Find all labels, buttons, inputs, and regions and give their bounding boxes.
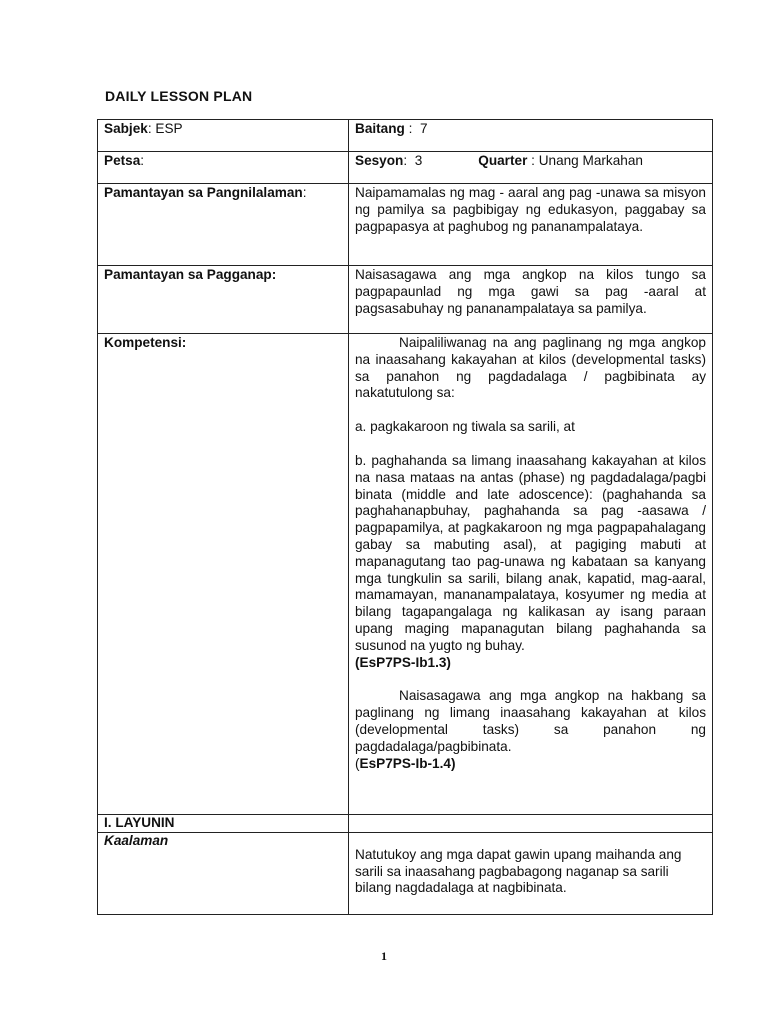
row-competency <box>98 334 713 815</box>
lesson-plan-table <box>97 119 713 915</box>
competency-code-2-line <box>355 756 706 773</box>
performance-standard-label: Pamantayan sa Pagganap: <box>104 267 277 282</box>
row-subject <box>98 120 713 152</box>
knowledge-label: Kaalaman <box>104 832 169 848</box>
subject-label: Sabjek <box>104 121 148 136</box>
document-title: DAILY LESSON PLAN <box>105 88 253 104</box>
competency-code-1: (EsP7PS-Ib1.3) <box>355 654 451 670</box>
competency-code-2: EsP7PS-Ib-1.4) <box>359 755 456 771</box>
competency-second: Naisasagawa ang mga angkop na hakbang sa paglinang ng limang inaasahang kakayahan at kilos (developmental tasks) sa panahon ng pagdadalaga/pagbibinata. <box>355 688 706 754</box>
content-standard-label: Pamantayan sa Pangnilalaman <box>104 185 303 200</box>
objectives-label: I. LAYUNIN <box>104 815 175 830</box>
grade-value: : 7 <box>404 121 428 136</box>
objectives-empty-cell <box>349 815 713 833</box>
session-cell <box>349 152 713 184</box>
content-standard-colon: : <box>302 185 307 200</box>
quarter-value: : Unang Markahan <box>527 153 643 168</box>
date-cell <box>98 152 349 184</box>
quarter-label: Quarter <box>478 153 528 168</box>
objectives-label-cell <box>98 815 349 833</box>
grade-label: Baitang <box>355 121 405 136</box>
knowledge-text-cell <box>349 832 713 914</box>
row-performance-standard <box>98 266 713 334</box>
row-objectives-header <box>98 815 713 833</box>
session-value: : 3 <box>403 153 423 168</box>
competency-content <box>349 334 713 815</box>
date-value: : <box>140 153 145 168</box>
knowledge-text: Natutukoy ang mga dapat gawin upang maihanda ang sarili sa inaasahang pagbabagong naganap sa sarili bilang nagdadalaga at nagbibinata. <box>355 846 682 896</box>
competency-item-b: b. paghahanda sa limang inaasahang kakayahan at kilos na nasa mataas na antas (phase) ng pagdadalaga/pagbi binata (middle and late adoscence): (paghahanda sa paghahanapbuhay, paghahanda sa pag -aasawa / pagpapamilya, at pagkakaroon ng mga pagpapahalagang gabay sa mabuting asal), at pagiging mabuti at mapanagutang tao pag-unawa ng kabataan sa kanyang mga tungkulin sa sarili, bilang anak, kapatid, mag-aaral, mamamayan, mananampalataya, kosyumer ng media at bilang tagapangalaga ng kalikasan ay isang paraan upang maging mapanagutan bilang paghahanda sa susunod na yugto ng buhay. <box>355 452 706 653</box>
competency-code-2-paren: ( <box>355 755 360 771</box>
subject-value: : ESP <box>147 121 183 136</box>
competency-label: Kompetensi: <box>104 335 187 350</box>
competency-item-a: a. pagkakaroon ng tiwala sa sarili, at <box>355 419 575 435</box>
competency-label-cell <box>98 334 349 815</box>
page-number: 1 <box>381 949 387 963</box>
date-label: Petsa <box>104 153 141 168</box>
grade-cell <box>349 120 713 152</box>
knowledge-label-cell <box>98 832 349 914</box>
subject-cell <box>98 120 349 152</box>
row-date <box>98 152 713 184</box>
performance-standard-label-cell <box>98 266 349 334</box>
session-label: Sesyon <box>355 153 404 168</box>
row-content-standard <box>98 184 713 266</box>
content-standard-label-cell <box>98 184 349 266</box>
content-standard-text: Naipamamalas ng mag - aaral ang pag -unawa sa misyon ng pamilya sa pagbibigay ng edukasyon, paggabay sa pagpapasya at paghubog ng pananampalataya. <box>349 184 713 266</box>
row-knowledge <box>98 832 713 914</box>
performance-standard-text: Naisasagawa ang mga angkop na kilos tungo sa pagpapaunlad ng mga gawi sa pag -aaral at pagsasabuhay ng pananampalataya sa pamilya. <box>349 266 713 334</box>
competency-intro: Naipaliliwanag na ang paglinang ng mga angkop na inaasahang kakayahan at kilos (developmental tasks) sa panahon ng pagdadalaga / pagbibinata ay nakatutulong sa: <box>355 335 706 401</box>
